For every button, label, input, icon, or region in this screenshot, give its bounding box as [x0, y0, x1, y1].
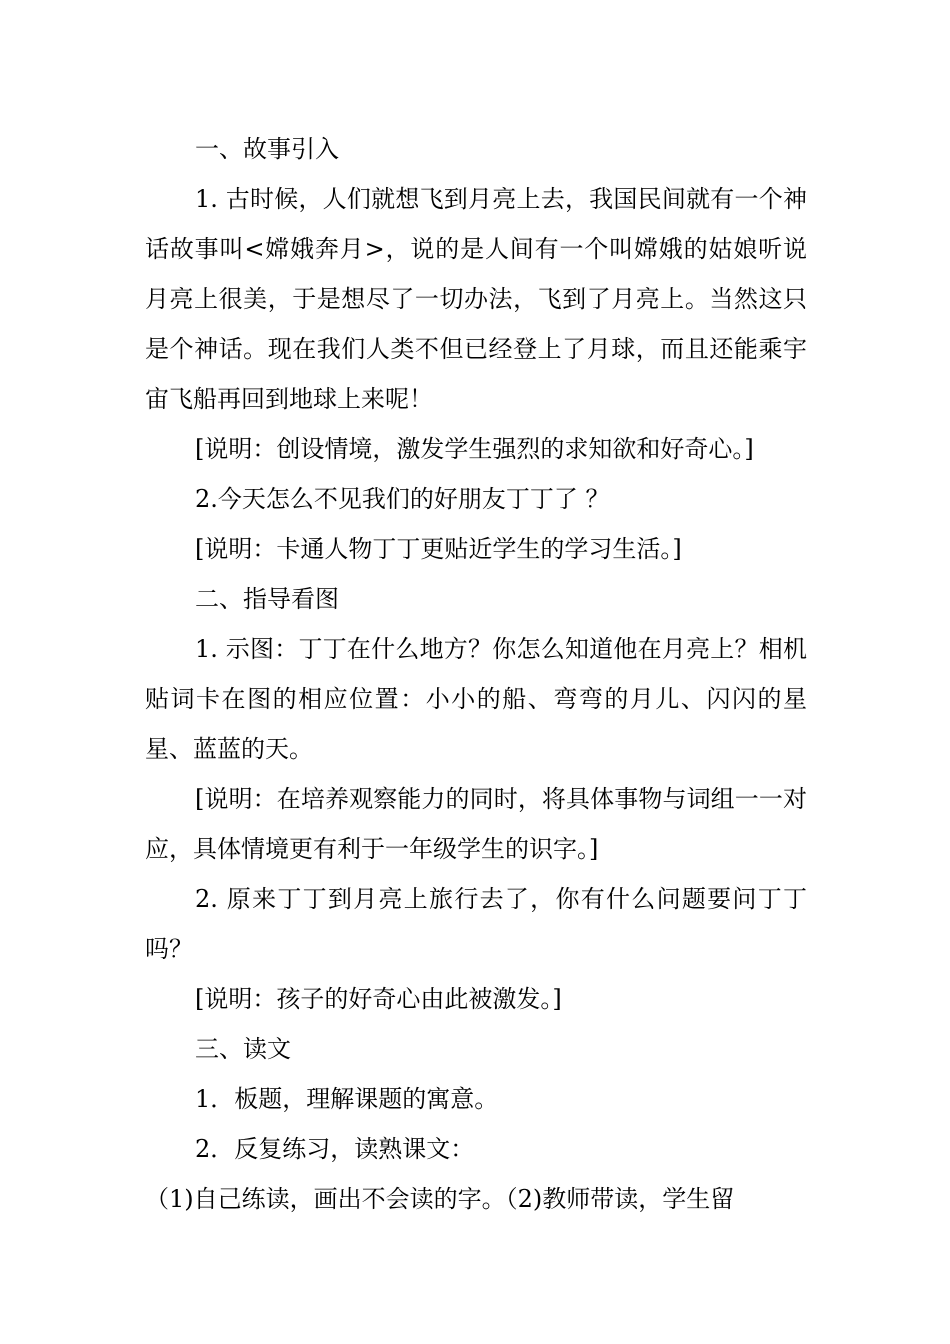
- paragraph-dingding-question: 2.今天怎么不见我们的好朋友丁丁了 ？: [195, 485, 610, 513]
- heading-picture-guide: 二、指导看图: [195, 585, 339, 613]
- heading-reading: 三、读文: [195, 1035, 291, 1063]
- note-2: [说明：卡通人物丁丁更贴近学生的学习生活。]: [195, 535, 682, 563]
- paragraph-practice: 2．反复练习，读熟课文：: [195, 1135, 475, 1163]
- paragraph-travel-question: 2. 原来丁丁到月亮上旅行去了，你有什么问题要问丁丁吗？: [145, 885, 807, 963]
- heading-story-intro: 一、故事引入: [195, 135, 339, 163]
- note-1: [说明：创设情境，激发学生强烈的求知欲和好奇心。]: [195, 435, 754, 463]
- note-4: [说明：孩子的好奇心由此被激发。]: [195, 985, 562, 1013]
- paragraph-show-picture: 1. 示图：丁丁在什么地方？你怎么知道他在月亮上？相机贴词卡在图的相应位置：小小的船、弯弯的月儿、闪闪的星星、蓝蓝的天。: [145, 635, 807, 763]
- paragraph-board-title: 1．板题，理解课题的寓意。: [195, 1085, 499, 1113]
- note-3: [说明：在培养观察能力的同时，将具体事物与词组一一对应，具体情境更有利于一年级学生的识字。]: [145, 785, 807, 863]
- document-page: [145, 124, 807, 1224]
- paragraph-story: 1. 古时候，人们就想飞到月亮上去，我国民间就有一个神话故事叫<嫦娥奔月>，说的是人间有一个叫嫦娥的姑娘听说月亮上很美，于是想尽了一切办法，飞到了月亮上。当然这只是个神话。现在我们人类不但已经登上了月球，而且还能乘宇宙飞船再回到地球上来呢！: [145, 185, 807, 413]
- paragraph-reading-steps: （1)自己练读，画出不会读的字。（2)教师带读，学生留: [145, 1185, 735, 1213]
